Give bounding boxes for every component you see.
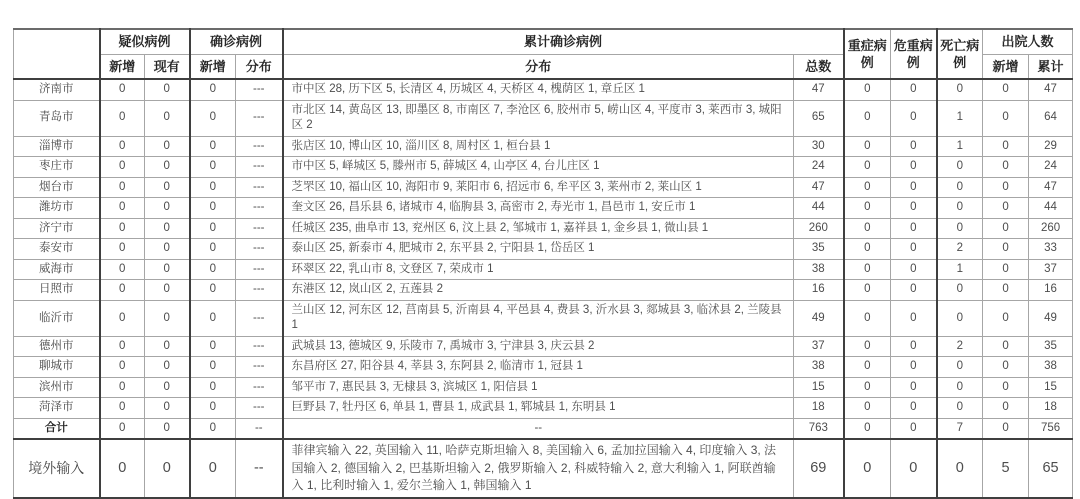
- header-cumulative-dist: 分布: [283, 54, 794, 79]
- cell-s_cur: 0: [145, 100, 190, 136]
- table-row: [14, 300, 1073, 336]
- cell-c_dist: ---: [236, 100, 283, 136]
- cell-total: 260: [794, 218, 844, 239]
- cell-city: 滨州市: [14, 377, 100, 398]
- cell-critical: 0: [891, 398, 937, 419]
- cell-d_total: 35: [1029, 336, 1073, 357]
- cell-death: 0: [937, 439, 983, 497]
- cell-severe: 0: [844, 357, 891, 378]
- cell-c_dist: ---: [236, 79, 283, 100]
- cell-critical: 0: [891, 357, 937, 378]
- cell-critical: 0: [891, 239, 937, 260]
- cell-dist: 武城县 13, 德城区 9, 乐陵市 7, 禹城市 3, 宁津县 3, 庆云县 2: [283, 336, 794, 357]
- cell-death: 0: [937, 357, 983, 378]
- cell-city: 泰安市: [14, 239, 100, 260]
- header-death-cases: 死亡病例: [937, 29, 983, 79]
- cell-dist: 环翠区 22, 乳山市 8, 文登区 7, 荣成市 1: [283, 259, 794, 280]
- cell-d_new: 5: [983, 439, 1029, 497]
- cell-s_new: 0: [100, 177, 145, 198]
- cell-d_new: 0: [983, 418, 1029, 439]
- cell-death: 2: [937, 239, 983, 260]
- cell-s_new: 0: [100, 280, 145, 301]
- cell-d_total: 47: [1029, 79, 1073, 100]
- header-critical-cases: 危重病例: [891, 29, 937, 79]
- cell-c_dist: ---: [236, 336, 283, 357]
- cell-c_new: 0: [190, 177, 236, 198]
- cell-city: 德州市: [14, 336, 100, 357]
- cell-d_total: 44: [1029, 198, 1073, 219]
- table-row: [14, 198, 1073, 219]
- header-suspected-cases: 疑似病例: [100, 29, 190, 54]
- cell-c_dist: --: [236, 418, 283, 439]
- cell-critical: 0: [891, 100, 937, 136]
- cell-c_new: 0: [190, 239, 236, 260]
- cell-total: 65: [794, 100, 844, 136]
- cell-s_new: 0: [100, 218, 145, 239]
- cell-total: 38: [794, 357, 844, 378]
- cell-city: 枣庄市: [14, 157, 100, 178]
- cell-severe: 0: [844, 157, 891, 178]
- table-row: [14, 218, 1073, 239]
- cell-critical: 0: [891, 280, 937, 301]
- cell-dist: 东昌府区 27, 阳谷县 4, 莘县 3, 东阿县 2, 临清市 1, 冠县 1: [283, 357, 794, 378]
- cell-s_cur: 0: [145, 136, 190, 157]
- cell-death: 0: [937, 280, 983, 301]
- cell-dist: 市北区 14, 黄岛区 13, 即墨区 8, 市南区 7, 李沧区 6, 胶州市 5, 崂山区 4, 平度市 3, 莱西市 3, 城阳区 2: [283, 100, 794, 136]
- cell-c_new: 0: [190, 300, 236, 336]
- cell-s_cur: 0: [145, 439, 190, 497]
- cell-c_dist: ---: [236, 136, 283, 157]
- table-row: [14, 357, 1073, 378]
- cell-c_dist: ---: [236, 280, 283, 301]
- cell-c_new: 0: [190, 280, 236, 301]
- header-city: [14, 29, 100, 79]
- header-confirmed-new: 新增: [190, 54, 236, 79]
- cell-d_total: 260: [1029, 218, 1073, 239]
- cell-dist: 邹平市 7, 惠民县 3, 无棣县 3, 滨城区 1, 阳信县 1: [283, 377, 794, 398]
- cell-critical: 0: [891, 198, 937, 219]
- cell-critical: 0: [891, 259, 937, 280]
- cell-dist: 任城区 235, 曲阜市 13, 兖州区 6, 汶上县 2, 邹城市 1, 嘉祥县 1, 金乡县 1, 微山县 1: [283, 218, 794, 239]
- cell-c_dist: --: [236, 439, 283, 497]
- cell-city: 济南市: [14, 79, 100, 100]
- cell-c_new: 0: [190, 218, 236, 239]
- cell-severe: 0: [844, 177, 891, 198]
- cell-s_new: 0: [100, 239, 145, 260]
- cell-death: 0: [937, 198, 983, 219]
- cell-death: 2: [937, 336, 983, 357]
- cell-s_new: 0: [100, 377, 145, 398]
- cell-total: 24: [794, 157, 844, 178]
- cell-d_total: 65: [1029, 439, 1073, 497]
- cell-city: 潍坊市: [14, 198, 100, 219]
- cell-city: 菏泽市: [14, 398, 100, 419]
- cell-critical: 0: [891, 418, 937, 439]
- header-suspected-new: 新增: [100, 54, 145, 79]
- cell-death: 0: [937, 218, 983, 239]
- header-group-row: [14, 29, 1073, 54]
- cell-death: 0: [937, 79, 983, 100]
- cell-c_dist: ---: [236, 300, 283, 336]
- cell-s_cur: 0: [145, 300, 190, 336]
- cell-d_new: 0: [983, 79, 1029, 100]
- cell-c_dist: ---: [236, 239, 283, 260]
- cell-d_new: 0: [983, 100, 1029, 136]
- cell-city: 淄博市: [14, 136, 100, 157]
- table-body: [14, 79, 1073, 497]
- cell-critical: 0: [891, 218, 937, 239]
- table-row: [14, 79, 1073, 100]
- cell-severe: 0: [844, 218, 891, 239]
- cell-c_new: 0: [190, 79, 236, 100]
- table-header: [14, 29, 1073, 79]
- header-discharged-new: 新增: [983, 54, 1029, 79]
- table-row: [14, 439, 1073, 497]
- cell-critical: 0: [891, 177, 937, 198]
- cell-total: 35: [794, 239, 844, 260]
- cell-s_new: 0: [100, 418, 145, 439]
- cell-c_dist: ---: [236, 259, 283, 280]
- header-cumulative-confirmed: 累计确诊病例: [283, 29, 844, 54]
- header-cumulative-total: 总数: [794, 54, 844, 79]
- cell-c_dist: ---: [236, 177, 283, 198]
- cell-death: 0: [937, 377, 983, 398]
- cell-s_new: 0: [100, 198, 145, 219]
- cell-city: 日照市: [14, 280, 100, 301]
- cell-critical: 0: [891, 79, 937, 100]
- cell-s_new: 0: [100, 398, 145, 419]
- cell-d_new: 0: [983, 259, 1029, 280]
- cell-dist: 张店区 10, 博山区 10, 淄川区 8, 周村区 1, 桓台县 1: [283, 136, 794, 157]
- cell-dist: 奎文区 26, 昌乐县 6, 诸城市 4, 临朐县 3, 高密市 2, 寿光市 1, 昌邑市 1, 安丘市 1: [283, 198, 794, 219]
- cell-d_total: 15: [1029, 377, 1073, 398]
- cell-total: 15: [794, 377, 844, 398]
- cell-s_cur: 0: [145, 336, 190, 357]
- cell-d_new: 0: [983, 300, 1029, 336]
- cell-city: 济宁市: [14, 218, 100, 239]
- cell-c_new: 0: [190, 198, 236, 219]
- cell-dist: 市中区 5, 峄城区 5, 滕州市 5, 薛城区 4, 山亭区 4, 台儿庄区 1: [283, 157, 794, 178]
- cell-total: 763: [794, 418, 844, 439]
- cell-severe: 0: [844, 100, 891, 136]
- cell-dist: 泰山区 25, 新泰市 4, 肥城市 2, 东平县 2, 宁阳县 1, 岱岳区 1: [283, 239, 794, 260]
- cell-dist: 菲律宾输入 22, 英国输入 11, 哈萨克斯坦输入 8, 美国输入 6, 孟加拉国输入 4, 印度输入 3, 法国输入 2, 德国输入 2, 巴基斯坦输入 2, 俄罗斯输入 2, 科威特输入 2, 意大利输入 1, 阿联酋输入 1, 比利时输入 1, 爱尔兰输入 1, 韩国输入 1: [283, 439, 794, 497]
- cell-s_new: 0: [100, 136, 145, 157]
- cell-dist: --: [283, 418, 794, 439]
- cell-c_dist: ---: [236, 218, 283, 239]
- cell-severe: 0: [844, 280, 891, 301]
- cell-total: 38: [794, 259, 844, 280]
- cell-s_new: 0: [100, 79, 145, 100]
- cell-city: 威海市: [14, 259, 100, 280]
- cell-total: 16: [794, 280, 844, 301]
- cell-d_total: 24: [1029, 157, 1073, 178]
- cell-s_cur: 0: [145, 79, 190, 100]
- cell-d_total: 16: [1029, 280, 1073, 301]
- cell-city: 烟台市: [14, 177, 100, 198]
- cell-severe: 0: [844, 439, 891, 497]
- cell-c_new: 0: [190, 377, 236, 398]
- cell-s_new: 0: [100, 100, 145, 136]
- cell-s_cur: 0: [145, 259, 190, 280]
- cell-death: 0: [937, 177, 983, 198]
- cell-d_total: 64: [1029, 100, 1073, 136]
- header-suspected-current: 现有: [145, 54, 190, 79]
- cell-severe: 0: [844, 239, 891, 260]
- cell-severe: 0: [844, 79, 891, 100]
- cell-s_new: 0: [100, 439, 145, 497]
- cell-city: 临沂市: [14, 300, 100, 336]
- cell-c_new: 0: [190, 136, 236, 157]
- cell-c_new: 0: [190, 357, 236, 378]
- cell-c_new: 0: [190, 259, 236, 280]
- cell-city: 青岛市: [14, 100, 100, 136]
- cell-severe: 0: [844, 398, 891, 419]
- cell-severe: 0: [844, 336, 891, 357]
- header-severe-cases: 重症病例: [844, 29, 891, 79]
- table-row: [14, 280, 1073, 301]
- cell-s_new: 0: [100, 259, 145, 280]
- cell-death: 1: [937, 259, 983, 280]
- cell-s_new: 0: [100, 157, 145, 178]
- cell-total: 47: [794, 79, 844, 100]
- cell-dist: 东港区 12, 岚山区 2, 五莲县 2: [283, 280, 794, 301]
- cell-c_new: 0: [190, 100, 236, 136]
- cell-d_new: 0: [983, 357, 1029, 378]
- cell-d_new: 0: [983, 136, 1029, 157]
- table-row: [14, 336, 1073, 357]
- cell-total: 18: [794, 398, 844, 419]
- cell-s_cur: 0: [145, 177, 190, 198]
- table-row: [14, 239, 1073, 260]
- table-row: [14, 377, 1073, 398]
- header-discharged: 出院人数: [983, 29, 1073, 54]
- cell-d_new: 0: [983, 198, 1029, 219]
- table-row: [14, 398, 1073, 419]
- cell-c_dist: ---: [236, 157, 283, 178]
- cell-d_total: 37: [1029, 259, 1073, 280]
- cell-d_new: 0: [983, 239, 1029, 260]
- cell-d_new: 0: [983, 336, 1029, 357]
- cell-severe: 0: [844, 377, 891, 398]
- cell-death: 1: [937, 100, 983, 136]
- cell-s_cur: 0: [145, 218, 190, 239]
- cell-d_total: 18: [1029, 398, 1073, 419]
- cell-critical: 0: [891, 336, 937, 357]
- cell-city: 聊城市: [14, 357, 100, 378]
- statistics-table: [13, 28, 1073, 499]
- cell-d_total: 38: [1029, 357, 1073, 378]
- cell-d_new: 0: [983, 377, 1029, 398]
- cell-s_cur: 0: [145, 198, 190, 219]
- cell-critical: 0: [891, 136, 937, 157]
- cell-s_cur: 0: [145, 357, 190, 378]
- cell-c_dist: ---: [236, 198, 283, 219]
- cell-death: 0: [937, 157, 983, 178]
- cell-c_new: 0: [190, 439, 236, 497]
- cell-s_cur: 0: [145, 280, 190, 301]
- cell-total: 49: [794, 300, 844, 336]
- table-row: [14, 418, 1073, 439]
- cell-critical: 0: [891, 300, 937, 336]
- cell-d_new: 0: [983, 157, 1029, 178]
- table-row: [14, 157, 1073, 178]
- cell-d_total: 756: [1029, 418, 1073, 439]
- cell-critical: 0: [891, 439, 937, 497]
- cell-death: 0: [937, 300, 983, 336]
- table-row: [14, 259, 1073, 280]
- cell-city: 合计: [14, 418, 100, 439]
- cell-severe: 0: [844, 300, 891, 336]
- cell-s_new: 0: [100, 357, 145, 378]
- cell-severe: 0: [844, 136, 891, 157]
- header-confirmed-cases: 确诊病例: [190, 29, 283, 54]
- cell-d_new: 0: [983, 280, 1029, 301]
- cell-s_cur: 0: [145, 239, 190, 260]
- cell-s_new: 0: [100, 300, 145, 336]
- cell-c_new: 0: [190, 398, 236, 419]
- cell-d_total: 29: [1029, 136, 1073, 157]
- cell-death: 0: [937, 398, 983, 419]
- cell-critical: 0: [891, 377, 937, 398]
- cell-d_total: 47: [1029, 177, 1073, 198]
- cell-s_new: 0: [100, 336, 145, 357]
- cell-c_new: 0: [190, 418, 236, 439]
- cell-severe: 0: [844, 418, 891, 439]
- cell-d_total: 33: [1029, 239, 1073, 260]
- cell-total: 44: [794, 198, 844, 219]
- cell-d_new: 0: [983, 398, 1029, 419]
- cell-d_total: 49: [1029, 300, 1073, 336]
- cell-c_new: 0: [190, 157, 236, 178]
- cell-city: 境外输入: [14, 439, 100, 497]
- cell-dist: 兰山区 12, 河东区 12, 莒南县 5, 沂南县 4, 平邑县 4, 费县 3, 沂水县 3, 郯城县 3, 临沭县 2, 兰陵县 1: [283, 300, 794, 336]
- cell-c_dist: ---: [236, 357, 283, 378]
- cell-c_dist: ---: [236, 377, 283, 398]
- cell-c_dist: ---: [236, 398, 283, 419]
- table-row: [14, 177, 1073, 198]
- cell-dist: 芝罘区 10, 福山区 10, 海阳市 9, 莱阳市 6, 招远市 6, 牟平区 3, 莱州市 2, 莱山区 1: [283, 177, 794, 198]
- cell-critical: 0: [891, 157, 937, 178]
- cell-total: 37: [794, 336, 844, 357]
- cell-s_cur: 0: [145, 418, 190, 439]
- cell-death: 1: [937, 136, 983, 157]
- cell-d_new: 0: [983, 177, 1029, 198]
- cell-dist: 市中区 28, 历下区 5, 长清区 4, 历城区 4, 天桥区 4, 槐荫区 1, 章丘区 1: [283, 79, 794, 100]
- cell-death: 7: [937, 418, 983, 439]
- header-confirmed-dist: 分布: [236, 54, 283, 79]
- cell-severe: 0: [844, 259, 891, 280]
- cell-dist: 巨野县 7, 牡丹区 6, 单县 1, 曹县 1, 成武县 1, 郓城县 1, 东明县 1: [283, 398, 794, 419]
- cell-s_cur: 0: [145, 157, 190, 178]
- cell-severe: 0: [844, 198, 891, 219]
- table-row: [14, 136, 1073, 157]
- cell-total: 69: [794, 439, 844, 497]
- cell-d_new: 0: [983, 218, 1029, 239]
- cell-s_cur: 0: [145, 398, 190, 419]
- table-row: [14, 100, 1073, 136]
- cell-total: 30: [794, 136, 844, 157]
- cell-c_new: 0: [190, 336, 236, 357]
- cell-s_cur: 0: [145, 377, 190, 398]
- header-discharged-total: 累计: [1029, 54, 1073, 79]
- cell-total: 47: [794, 177, 844, 198]
